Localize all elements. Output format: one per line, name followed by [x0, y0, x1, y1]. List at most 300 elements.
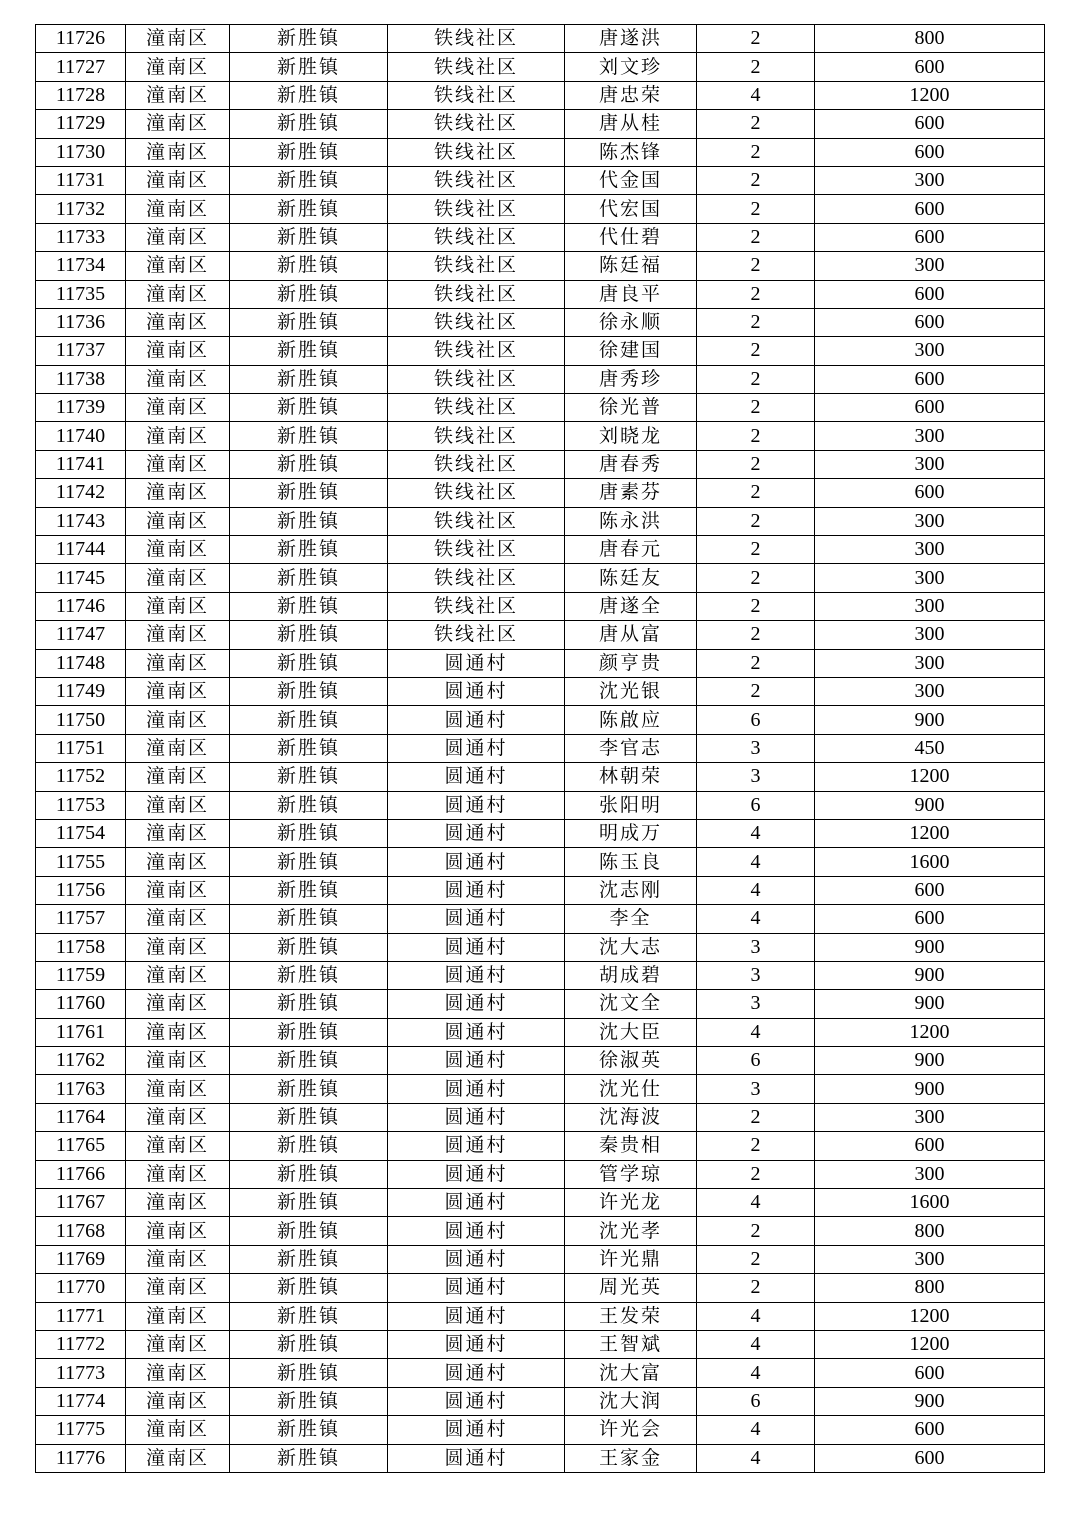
name-cell: 王智斌	[565, 1330, 697, 1358]
row-number-cell: 11760	[36, 990, 126, 1018]
village-cell: 圆通村	[388, 819, 565, 847]
town-cell: 新胜镇	[230, 1274, 388, 1302]
row-number-cell: 11753	[36, 791, 126, 819]
name-cell: 沈光仕	[565, 1075, 697, 1103]
amount-cell: 600	[815, 223, 1045, 251]
district-cell: 潼南区	[126, 138, 230, 166]
name-cell: 胡成碧	[565, 961, 697, 989]
village-cell: 铁线社区	[388, 25, 565, 53]
table-row	[36, 536, 1045, 564]
household-size-cell: 4	[697, 819, 815, 847]
household-size-cell: 2	[697, 252, 815, 280]
village-cell: 圆通村	[388, 1075, 565, 1103]
amount-cell: 600	[815, 1444, 1045, 1472]
village-cell: 圆通村	[388, 1274, 565, 1302]
district-cell: 潼南区	[126, 1075, 230, 1103]
district-cell: 潼南区	[126, 507, 230, 535]
district-cell: 潼南区	[126, 848, 230, 876]
amount-cell: 900	[815, 933, 1045, 961]
name-cell: 李官志	[565, 734, 697, 762]
household-size-cell: 2	[697, 592, 815, 620]
table-row	[36, 450, 1045, 478]
village-cell: 铁线社区	[388, 81, 565, 109]
household-size-cell: 2	[697, 1160, 815, 1188]
table-row	[36, 1217, 1045, 1245]
household-size-cell: 2	[697, 536, 815, 564]
amount-cell: 300	[815, 337, 1045, 365]
amount-cell: 1600	[815, 1189, 1045, 1217]
row-number-cell: 11774	[36, 1387, 126, 1415]
district-cell: 潼南区	[126, 1330, 230, 1358]
table-row	[36, 53, 1045, 81]
district-cell: 潼南区	[126, 1444, 230, 1472]
amount-cell: 300	[815, 1160, 1045, 1188]
amount-cell: 800	[815, 1217, 1045, 1245]
district-cell: 潼南区	[126, 819, 230, 847]
name-cell: 沈大润	[565, 1387, 697, 1415]
name-cell: 许光会	[565, 1416, 697, 1444]
name-cell: 代金国	[565, 166, 697, 194]
village-cell: 圆通村	[388, 876, 565, 904]
village-cell: 圆通村	[388, 1189, 565, 1217]
amount-cell: 900	[815, 706, 1045, 734]
table-row	[36, 1274, 1045, 1302]
district-cell: 潼南区	[126, 905, 230, 933]
name-cell: 代仕碧	[565, 223, 697, 251]
household-size-cell: 2	[697, 422, 815, 450]
row-number-cell: 11737	[36, 337, 126, 365]
household-size-cell: 4	[697, 1359, 815, 1387]
amount-cell: 600	[815, 1132, 1045, 1160]
household-size-cell: 3	[697, 1075, 815, 1103]
amount-cell: 900	[815, 961, 1045, 989]
town-cell: 新胜镇	[230, 1330, 388, 1358]
district-cell: 潼南区	[126, 1103, 230, 1131]
amount-cell: 1600	[815, 848, 1045, 876]
row-number-cell: 11773	[36, 1359, 126, 1387]
row-number-cell: 11764	[36, 1103, 126, 1131]
town-cell: 新胜镇	[230, 53, 388, 81]
village-cell: 圆通村	[388, 1359, 565, 1387]
table-row	[36, 791, 1045, 819]
row-number-cell: 11756	[36, 876, 126, 904]
name-cell: 林朝荣	[565, 763, 697, 791]
table-row	[36, 848, 1045, 876]
village-cell: 铁线社区	[388, 507, 565, 535]
row-number-cell: 11759	[36, 961, 126, 989]
town-cell: 新胜镇	[230, 1444, 388, 1472]
amount-cell: 600	[815, 308, 1045, 336]
row-number-cell: 11731	[36, 166, 126, 194]
table-row	[36, 819, 1045, 847]
village-cell: 圆通村	[388, 961, 565, 989]
name-cell: 唐素芬	[565, 479, 697, 507]
household-size-cell: 2	[697, 223, 815, 251]
town-cell: 新胜镇	[230, 592, 388, 620]
amount-cell: 600	[815, 394, 1045, 422]
table-row	[36, 564, 1045, 592]
table-row	[36, 1132, 1045, 1160]
household-size-cell: 2	[697, 1245, 815, 1273]
district-cell: 潼南区	[126, 564, 230, 592]
table-row	[36, 1359, 1045, 1387]
table-row	[36, 252, 1045, 280]
amount-cell: 300	[815, 1245, 1045, 1273]
name-cell: 陈廷福	[565, 252, 697, 280]
household-size-cell: 2	[697, 25, 815, 53]
row-number-cell: 11726	[36, 25, 126, 53]
amount-cell: 1200	[815, 819, 1045, 847]
household-size-cell: 6	[697, 1047, 815, 1075]
table-row	[36, 422, 1045, 450]
row-number-cell: 11749	[36, 677, 126, 705]
town-cell: 新胜镇	[230, 933, 388, 961]
district-cell: 潼南区	[126, 223, 230, 251]
town-cell: 新胜镇	[230, 1132, 388, 1160]
row-number-cell: 11748	[36, 649, 126, 677]
district-cell: 潼南区	[126, 734, 230, 762]
name-cell: 秦贵相	[565, 1132, 697, 1160]
town-cell: 新胜镇	[230, 905, 388, 933]
table-row	[36, 1387, 1045, 1415]
district-cell: 潼南区	[126, 479, 230, 507]
row-number-cell: 11751	[36, 734, 126, 762]
row-number-cell: 11767	[36, 1189, 126, 1217]
amount-cell: 300	[815, 621, 1045, 649]
district-cell: 潼南区	[126, 1018, 230, 1046]
row-number-cell: 11729	[36, 110, 126, 138]
row-number-cell: 11766	[36, 1160, 126, 1188]
district-cell: 潼南区	[126, 1160, 230, 1188]
district-cell: 潼南区	[126, 1047, 230, 1075]
row-number-cell: 11740	[36, 422, 126, 450]
name-cell: 唐从桂	[565, 110, 697, 138]
name-cell: 徐永顺	[565, 308, 697, 336]
name-cell: 沈大志	[565, 933, 697, 961]
household-size-cell: 2	[697, 365, 815, 393]
district-cell: 潼南区	[126, 422, 230, 450]
town-cell: 新胜镇	[230, 337, 388, 365]
household-size-cell: 6	[697, 791, 815, 819]
name-cell: 周光英	[565, 1274, 697, 1302]
name-cell: 沈志刚	[565, 876, 697, 904]
table-row	[36, 1444, 1045, 1472]
household-size-cell: 4	[697, 1018, 815, 1046]
row-number-cell: 11735	[36, 280, 126, 308]
amount-cell: 300	[815, 536, 1045, 564]
row-number-cell: 11757	[36, 905, 126, 933]
village-cell: 铁线社区	[388, 337, 565, 365]
district-cell: 潼南区	[126, 536, 230, 564]
village-cell: 铁线社区	[388, 365, 565, 393]
household-size-cell: 2	[697, 1103, 815, 1131]
district-cell: 潼南区	[126, 791, 230, 819]
amount-cell: 300	[815, 564, 1045, 592]
table-row	[36, 763, 1045, 791]
name-cell: 唐春秀	[565, 450, 697, 478]
table-row	[36, 507, 1045, 535]
town-cell: 新胜镇	[230, 138, 388, 166]
town-cell: 新胜镇	[230, 81, 388, 109]
table-row	[36, 1416, 1045, 1444]
town-cell: 新胜镇	[230, 536, 388, 564]
row-number-cell: 11750	[36, 706, 126, 734]
name-cell: 王发荣	[565, 1302, 697, 1330]
table-row	[36, 223, 1045, 251]
name-cell: 陈杰锋	[565, 138, 697, 166]
town-cell: 新胜镇	[230, 507, 388, 535]
district-cell: 潼南区	[126, 1189, 230, 1217]
household-size-cell: 2	[697, 564, 815, 592]
amount-cell: 450	[815, 734, 1045, 762]
village-cell: 圆通村	[388, 1416, 565, 1444]
name-cell: 徐光普	[565, 394, 697, 422]
amount-cell: 300	[815, 166, 1045, 194]
row-number-cell: 11761	[36, 1018, 126, 1046]
town-cell: 新胜镇	[230, 1075, 388, 1103]
village-cell: 圆通村	[388, 1018, 565, 1046]
amount-cell: 600	[815, 365, 1045, 393]
village-cell: 铁线社区	[388, 53, 565, 81]
name-cell: 唐良平	[565, 280, 697, 308]
row-number-cell: 11733	[36, 223, 126, 251]
town-cell: 新胜镇	[230, 819, 388, 847]
amount-cell: 1200	[815, 1302, 1045, 1330]
village-cell: 圆通村	[388, 1302, 565, 1330]
district-cell: 潼南区	[126, 394, 230, 422]
town-cell: 新胜镇	[230, 450, 388, 478]
district-cell: 潼南区	[126, 763, 230, 791]
table-row	[36, 592, 1045, 620]
table-row	[36, 110, 1045, 138]
district-cell: 潼南区	[126, 450, 230, 478]
village-cell: 圆通村	[388, 1103, 565, 1131]
village-cell: 铁线社区	[388, 536, 565, 564]
table-row	[36, 280, 1045, 308]
village-cell: 圆通村	[388, 1387, 565, 1415]
village-cell: 圆通村	[388, 848, 565, 876]
table-row	[36, 621, 1045, 649]
village-cell: 铁线社区	[388, 592, 565, 620]
name-cell: 沈大富	[565, 1359, 697, 1387]
table-row	[36, 1103, 1045, 1131]
town-cell: 新胜镇	[230, 677, 388, 705]
district-cell: 潼南区	[126, 195, 230, 223]
household-size-cell: 2	[697, 621, 815, 649]
row-number-cell: 11754	[36, 819, 126, 847]
amount-cell: 300	[815, 649, 1045, 677]
district-cell: 潼南区	[126, 280, 230, 308]
name-cell: 沈大臣	[565, 1018, 697, 1046]
table-row	[36, 394, 1045, 422]
name-cell: 代宏国	[565, 195, 697, 223]
name-cell: 张阳明	[565, 791, 697, 819]
amount-cell: 900	[815, 1075, 1045, 1103]
town-cell: 新胜镇	[230, 1160, 388, 1188]
table-row	[36, 1075, 1045, 1103]
name-cell: 王家金	[565, 1444, 697, 1472]
town-cell: 新胜镇	[230, 990, 388, 1018]
name-cell: 徐建国	[565, 337, 697, 365]
table-row	[36, 734, 1045, 762]
village-cell: 铁线社区	[388, 422, 565, 450]
row-number-cell: 11727	[36, 53, 126, 81]
name-cell: 明成万	[565, 819, 697, 847]
name-cell: 刘文珍	[565, 53, 697, 81]
table-row	[36, 166, 1045, 194]
town-cell: 新胜镇	[230, 791, 388, 819]
village-cell: 铁线社区	[388, 479, 565, 507]
table-row	[36, 1189, 1045, 1217]
town-cell: 新胜镇	[230, 422, 388, 450]
town-cell: 新胜镇	[230, 706, 388, 734]
household-size-cell: 3	[697, 734, 815, 762]
village-cell: 圆通村	[388, 677, 565, 705]
amount-cell: 600	[815, 1359, 1045, 1387]
household-size-cell: 2	[697, 1217, 815, 1245]
row-number-cell: 11771	[36, 1302, 126, 1330]
name-cell: 唐从富	[565, 621, 697, 649]
name-cell: 沈光银	[565, 677, 697, 705]
household-size-cell: 3	[697, 961, 815, 989]
district-cell: 潼南区	[126, 25, 230, 53]
name-cell: 陈廷友	[565, 564, 697, 592]
table-row	[36, 308, 1045, 336]
amount-cell: 300	[815, 252, 1045, 280]
table-row	[36, 1330, 1045, 1358]
district-cell: 潼南区	[126, 252, 230, 280]
data-table	[35, 24, 1045, 1473]
amount-cell: 1200	[815, 81, 1045, 109]
row-number-cell: 11775	[36, 1416, 126, 1444]
village-cell: 铁线社区	[388, 138, 565, 166]
household-size-cell: 4	[697, 81, 815, 109]
amount-cell: 900	[815, 1387, 1045, 1415]
town-cell: 新胜镇	[230, 961, 388, 989]
table-row	[36, 479, 1045, 507]
village-cell: 铁线社区	[388, 308, 565, 336]
row-number-cell: 11736	[36, 308, 126, 336]
amount-cell: 300	[815, 677, 1045, 705]
village-cell: 圆通村	[388, 1160, 565, 1188]
table-row	[36, 706, 1045, 734]
household-size-cell: 2	[697, 507, 815, 535]
amount-cell: 1200	[815, 763, 1045, 791]
district-cell: 潼南区	[126, 337, 230, 365]
village-cell: 圆通村	[388, 905, 565, 933]
household-size-cell: 2	[697, 479, 815, 507]
amount-cell: 1200	[815, 1018, 1045, 1046]
district-cell: 潼南区	[126, 365, 230, 393]
household-size-cell: 3	[697, 990, 815, 1018]
household-size-cell: 2	[697, 394, 815, 422]
town-cell: 新胜镇	[230, 649, 388, 677]
village-cell: 铁线社区	[388, 223, 565, 251]
row-number-cell: 11738	[36, 365, 126, 393]
district-cell: 潼南区	[126, 1132, 230, 1160]
district-cell: 潼南区	[126, 166, 230, 194]
household-size-cell: 2	[697, 337, 815, 365]
village-cell: 铁线社区	[388, 195, 565, 223]
district-cell: 潼南区	[126, 1302, 230, 1330]
row-number-cell: 11770	[36, 1274, 126, 1302]
household-size-cell: 2	[697, 1274, 815, 1302]
name-cell: 许光鼎	[565, 1245, 697, 1273]
town-cell: 新胜镇	[230, 1245, 388, 1273]
household-size-cell: 2	[697, 110, 815, 138]
district-cell: 潼南区	[126, 592, 230, 620]
village-cell: 圆通村	[388, 1132, 565, 1160]
table-row	[36, 990, 1045, 1018]
amount-cell: 600	[815, 110, 1045, 138]
amount-cell: 600	[815, 876, 1045, 904]
row-number-cell: 11758	[36, 933, 126, 961]
row-number-cell: 11763	[36, 1075, 126, 1103]
village-cell: 铁线社区	[388, 621, 565, 649]
village-cell: 圆通村	[388, 763, 565, 791]
household-size-cell: 4	[697, 848, 815, 876]
household-size-cell: 4	[697, 905, 815, 933]
village-cell: 圆通村	[388, 990, 565, 1018]
household-size-cell: 2	[697, 649, 815, 677]
name-cell: 陈玉良	[565, 848, 697, 876]
district-cell: 潼南区	[126, 1416, 230, 1444]
amount-cell: 900	[815, 791, 1045, 819]
town-cell: 新胜镇	[230, 394, 388, 422]
row-number-cell: 11769	[36, 1245, 126, 1273]
row-number-cell: 11745	[36, 564, 126, 592]
amount-cell: 600	[815, 280, 1045, 308]
name-cell: 刘晓龙	[565, 422, 697, 450]
row-number-cell: 11743	[36, 507, 126, 535]
district-cell: 潼南区	[126, 53, 230, 81]
household-size-cell: 2	[697, 677, 815, 705]
row-number-cell: 11746	[36, 592, 126, 620]
district-cell: 潼南区	[126, 677, 230, 705]
town-cell: 新胜镇	[230, 25, 388, 53]
district-cell: 潼南区	[126, 1217, 230, 1245]
table-row	[36, 677, 1045, 705]
household-size-cell: 4	[697, 1189, 815, 1217]
table-body	[36, 25, 1045, 1473]
town-cell: 新胜镇	[230, 1217, 388, 1245]
household-size-cell: 4	[697, 1302, 815, 1330]
table-row	[36, 905, 1045, 933]
village-cell: 铁线社区	[388, 110, 565, 138]
amount-cell: 300	[815, 507, 1045, 535]
village-cell: 铁线社区	[388, 564, 565, 592]
district-cell: 潼南区	[126, 110, 230, 138]
amount-cell: 600	[815, 53, 1045, 81]
village-cell: 圆通村	[388, 1330, 565, 1358]
town-cell: 新胜镇	[230, 479, 388, 507]
town-cell: 新胜镇	[230, 166, 388, 194]
district-cell: 潼南区	[126, 1274, 230, 1302]
district-cell: 潼南区	[126, 1387, 230, 1415]
district-cell: 潼南区	[126, 308, 230, 336]
row-number-cell: 11734	[36, 252, 126, 280]
table-row	[36, 1018, 1045, 1046]
household-size-cell: 2	[697, 53, 815, 81]
household-size-cell: 2	[697, 166, 815, 194]
district-cell: 潼南区	[126, 1245, 230, 1273]
row-number-cell: 11728	[36, 81, 126, 109]
household-size-cell: 2	[697, 195, 815, 223]
table-row	[36, 933, 1045, 961]
row-number-cell: 11776	[36, 1444, 126, 1472]
town-cell: 新胜镇	[230, 1047, 388, 1075]
name-cell: 徐淑英	[565, 1047, 697, 1075]
